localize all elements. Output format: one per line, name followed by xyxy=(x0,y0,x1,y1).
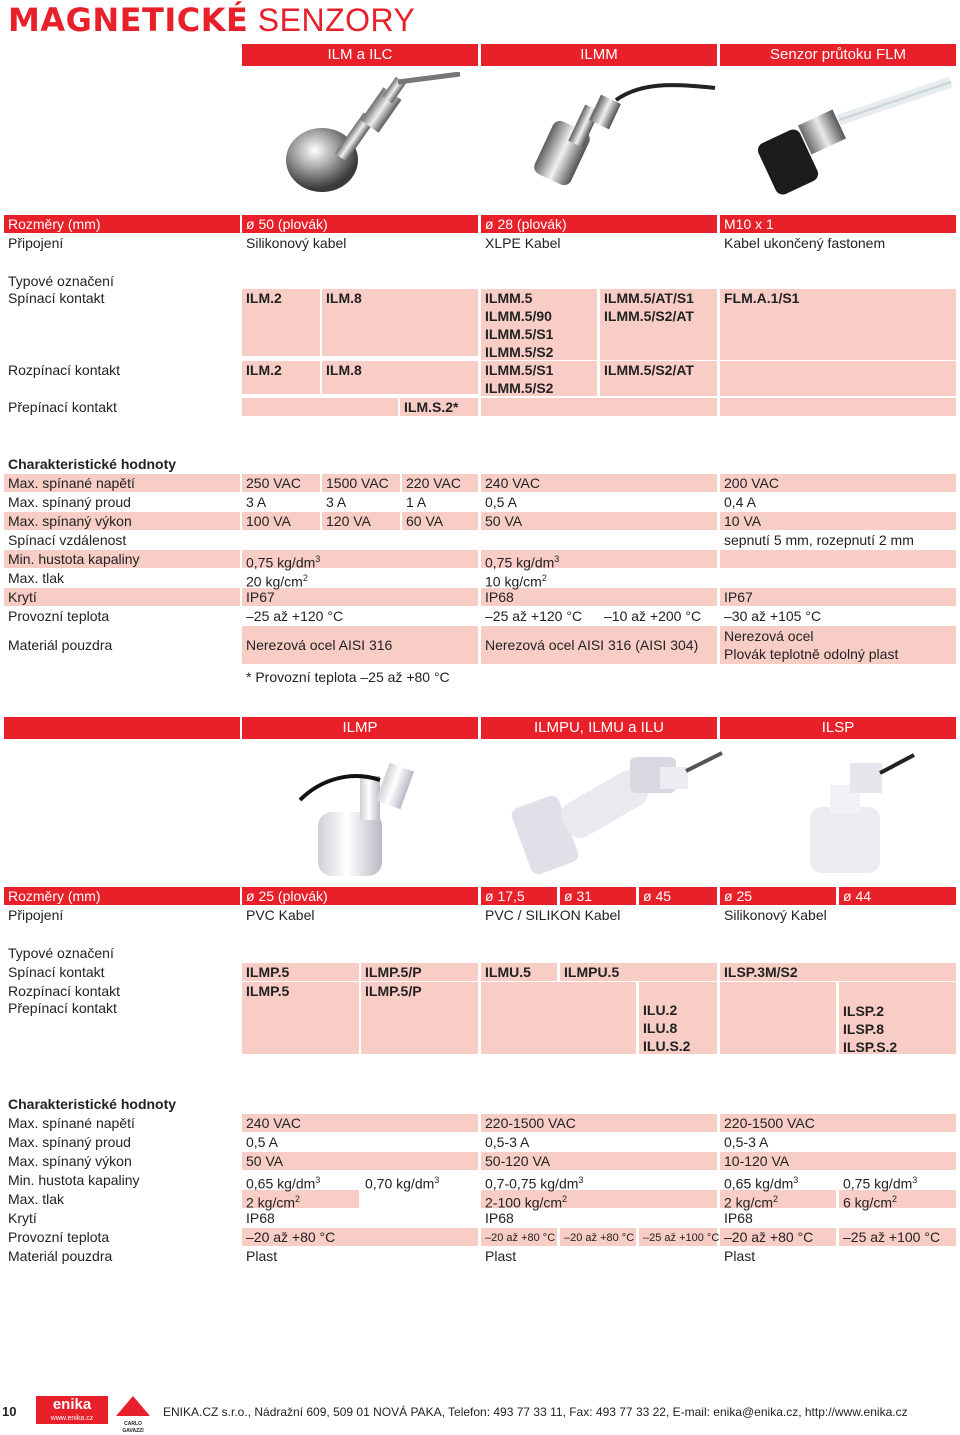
header-ilmpu: ILMPU, ILMU a ILU xyxy=(481,717,717,739)
material-value: Nerezová ocel AISI 316 (AISI 304) xyxy=(485,637,699,653)
carlo-gavazzi-logo xyxy=(116,1396,150,1434)
material-value: Nerezová ocel AISI 316 xyxy=(246,637,393,653)
dims-value: ø 25 (plovák) xyxy=(246,888,328,904)
teplota-value: –30 až +105 °C xyxy=(724,608,822,624)
footnote: * Provozní teplota –25 až +80 °C xyxy=(246,669,450,685)
dims-value: ø 44 xyxy=(843,888,872,904)
teplota-value: –20 až +80 °C xyxy=(246,1229,336,1245)
dims-label: Rozměry (mm) xyxy=(8,216,101,232)
spinaci-label: Spínací kontakt xyxy=(8,290,105,306)
type-code: FLM.A.1/S1 xyxy=(724,290,800,306)
char-value: 0,4 A xyxy=(724,494,756,510)
type-code: ILMM.5/AT/S1 ILMM.5/S2/AT xyxy=(604,290,694,324)
unit-exp: 2 xyxy=(302,573,308,583)
hustota-label: Min. hustota kapaliny xyxy=(8,1172,140,1188)
hustota-text: 0,75 kg/dm xyxy=(246,554,316,571)
teplota-value: –25 až +120 °C xyxy=(246,608,344,624)
napeti-value: 220-1500 VAC xyxy=(724,1115,815,1131)
hustota-value xyxy=(365,1171,439,1193)
hustota-text: 0,65 kg/dm xyxy=(246,1175,316,1192)
rozpinaci-label: Rozpínací kontakt xyxy=(8,983,121,999)
header-ilmm: ILMM xyxy=(481,44,717,66)
vzdalenost-label: Spínací vzdálenost xyxy=(8,532,127,548)
rozpinaci-label: Rozpínací kontakt xyxy=(8,362,121,378)
tlak-label: Max. tlak xyxy=(8,570,65,586)
header-ilsp: ILSP xyxy=(720,717,956,739)
ilmp-sensor-image xyxy=(290,740,450,880)
carlo-gavazzi-text: CARLO GAVAZZI xyxy=(122,1421,144,1434)
tlak-text: 6 kg/cm xyxy=(843,1194,893,1211)
hustota-text: 0,7-0,75 kg/dm xyxy=(485,1175,579,1192)
footer-text: ENIKA.CZ s.r.o., Nádražní 609, 509 01 NOVÁ PAKA, Telefon: 493 77 33 11, Fax: 493 77 33 22, E-mail: enika@enika.cz, http://www.enika.cz xyxy=(163,1405,908,1419)
dims-value: ø 45 xyxy=(643,888,672,904)
char-label: Max. spínaný proud xyxy=(8,494,131,510)
conn-value: Kabel ukončený fastonem xyxy=(724,235,886,251)
tlak-text: 2 kg/cm xyxy=(246,1194,296,1211)
char-label: Max. spínané napětí xyxy=(8,475,135,491)
material-value: Nerezová ocel xyxy=(724,628,814,644)
material-value: Plast xyxy=(485,1248,517,1264)
type-code: ILU.2 ILU.8 ILU.S.2 xyxy=(643,1002,691,1054)
material-value: Plovák teplotně odolný plast xyxy=(724,646,899,662)
teplota-value: –25 až +100 °C xyxy=(643,1232,720,1244)
dims-value: ø 31 xyxy=(564,888,593,904)
kryti-value: IP68 xyxy=(485,1210,514,1226)
enika-logo-text: enika xyxy=(52,1396,92,1413)
unit-exp: 3 xyxy=(793,1175,799,1185)
char-value: 0,5 A xyxy=(485,494,517,510)
ilm-sensor-image xyxy=(270,72,470,212)
unit-exp: 3 xyxy=(578,1175,584,1185)
enika-logo-url: www.enika.cz xyxy=(50,1415,94,1422)
type-heading: Typové označení xyxy=(8,273,114,289)
material-value: Plast xyxy=(246,1248,278,1264)
ilmpu-sensor-image xyxy=(510,745,730,880)
type-code: ILSP.3M/S2 xyxy=(724,964,798,980)
unit-exp: 2 xyxy=(562,1194,568,1204)
kryti-value: IP67 xyxy=(724,589,753,605)
proud-value: 0,5-3 A xyxy=(485,1134,530,1150)
char-value: 50 VA xyxy=(485,513,523,529)
type-cell-bg xyxy=(720,398,956,416)
conn-label: Připojení xyxy=(8,235,64,251)
teplota-label: Provozní teplota xyxy=(8,608,110,624)
char-value: 240 VAC xyxy=(485,475,540,491)
unit-exp: 3 xyxy=(554,554,560,564)
proud-value: 0,5 A xyxy=(246,1134,278,1150)
char-value: 10 VA xyxy=(724,513,762,529)
spinaci-label: Spínací kontakt xyxy=(8,964,105,980)
row-bg xyxy=(242,588,478,606)
teplota-value: –20 až +80 °C xyxy=(485,1232,556,1244)
header-ilmp: ILMP xyxy=(242,717,478,739)
material-label: Materiál pouzdra xyxy=(8,1248,113,1264)
row-bg xyxy=(4,588,240,606)
char-value: 120 VA xyxy=(326,513,371,529)
type-code: ILMU.5 xyxy=(485,964,531,980)
type-cell-bg xyxy=(242,398,398,416)
type-code: ILM.2 xyxy=(246,362,282,378)
conn-label: Připojení xyxy=(8,907,64,923)
unit-exp: 2 xyxy=(773,1194,779,1204)
type-heading: Typové označení xyxy=(8,945,114,961)
unit-exp: 2 xyxy=(295,1194,301,1204)
char-value: 1500 VAC xyxy=(326,475,389,491)
conn-value: XLPE Kabel xyxy=(485,235,561,251)
kryti-label: Krytí xyxy=(8,589,37,605)
hustota-text: 0,75 kg/dm xyxy=(843,1175,913,1192)
char-value: 250 VAC xyxy=(246,475,301,491)
prepinaci-label: Přepínací kontakt xyxy=(8,1000,117,1016)
type-code: ILM.2 xyxy=(246,290,282,306)
type-code: ILSP.2 ILSP.8 ILSP.S.2 xyxy=(843,1003,898,1055)
hustota-text: 0,65 kg/dm xyxy=(724,1175,794,1192)
header-blank xyxy=(4,717,240,739)
type-cell-bg xyxy=(481,982,636,1054)
kryti-value: IP68 xyxy=(485,589,514,605)
vykon-value: 10-120 VA xyxy=(724,1153,790,1169)
teplota-value: –20 až +80 °C xyxy=(564,1232,635,1244)
teplota-value: –25 až +120 °C xyxy=(485,608,583,624)
type-cell-bg xyxy=(720,361,956,396)
vzdalenost-value: sepnutí 5 mm, rozepnutí 2 mm xyxy=(724,532,914,548)
char-value: 3 A xyxy=(246,494,267,510)
char-label: Max. spínaný výkon xyxy=(8,513,132,529)
unit-exp: 2 xyxy=(541,573,547,583)
type-code: ILMP.5 xyxy=(246,964,290,980)
teplota-value: –10 až +200 °C xyxy=(604,608,702,624)
row-bg xyxy=(481,588,717,606)
conn-value: PVC Kabel xyxy=(246,907,315,923)
conn-value: PVC / SILIKON Kabel xyxy=(485,907,621,923)
unit-exp: 3 xyxy=(434,1175,440,1185)
proud-label: Max. spínaný proud xyxy=(8,1134,131,1150)
char-value: 200 VAC xyxy=(724,475,779,491)
material-value: Plast xyxy=(724,1248,756,1264)
type-code: ILMP.5/P xyxy=(365,983,422,999)
kryti-value: IP67 xyxy=(246,589,275,605)
napeti-label: Max. spínané napětí xyxy=(8,1115,135,1131)
teplota-label: Provozní teplota xyxy=(8,1229,110,1245)
char-value: 220 VAC xyxy=(406,475,461,491)
type-code: ILMM.5/S1 ILMM.5/S2 xyxy=(485,362,554,396)
row-bg xyxy=(720,588,956,606)
unit-exp: 2 xyxy=(892,1194,898,1204)
type-code: ILMPU.5 xyxy=(564,964,620,980)
type-code: ILM.8 xyxy=(326,362,362,378)
dims-value: ø 28 (plovák) xyxy=(485,216,567,232)
kryti-label: Krytí xyxy=(8,1210,37,1226)
hustota-text: 0,70 kg/dm xyxy=(365,1175,435,1192)
kryti-value: IP68 xyxy=(246,1210,275,1226)
tlak-text: 10 kg/cm xyxy=(485,573,542,590)
proud-value: 0,5-3 A xyxy=(724,1134,769,1150)
kryti-value: IP68 xyxy=(724,1210,753,1226)
flm-sensor-image xyxy=(755,72,955,202)
vykon-value: 50-120 VA xyxy=(485,1153,551,1169)
char-heading: Charakteristické hodnoty xyxy=(8,456,177,472)
tlak-text: 2 kg/cm xyxy=(724,1194,774,1211)
char-value: 3 A xyxy=(326,494,347,510)
tlak-text: 20 kg/cm xyxy=(246,573,303,590)
dims-value: ø 25 xyxy=(724,888,753,904)
ilmm-sensor-image xyxy=(530,78,720,198)
unit-exp: 3 xyxy=(912,1175,918,1185)
tlak-text: 2-100 kg/cm xyxy=(485,1194,563,1211)
unit-exp: 3 xyxy=(315,554,321,564)
tlak-label: Max. tlak xyxy=(8,1191,65,1207)
char-value: 100 VA xyxy=(246,513,291,529)
type-code: ILM.S.2* xyxy=(404,399,459,415)
char-heading: Charakteristické hodnoty xyxy=(8,1096,177,1112)
dims-value: ø 50 (plovák) xyxy=(246,216,328,232)
material-label: Materiál pouzdra xyxy=(8,637,113,653)
dims-value: ø 17,5 xyxy=(485,888,525,904)
vykon-label: Max. spínaný výkon xyxy=(8,1153,132,1169)
hustota-label: Min. hustota kapaliny xyxy=(8,551,140,567)
ilsp-sensor-image xyxy=(790,745,920,885)
teplota-value: –25 až +100 °C xyxy=(843,1229,941,1245)
type-code: ILMP.5/P xyxy=(365,964,422,980)
vykon-value: 50 VA xyxy=(246,1153,284,1169)
napeti-value: 220-1500 VAC xyxy=(485,1115,576,1131)
page-number: 10 xyxy=(2,1404,17,1419)
prepinaci-label: Přepínací kontakt xyxy=(8,399,117,415)
char-value: 60 VA xyxy=(406,513,444,529)
header-flm: Senzor průtoku FLM xyxy=(720,44,956,66)
enika-logo xyxy=(36,1396,108,1424)
carlo-gavazzi-mark xyxy=(116,1396,150,1416)
type-cell-bg xyxy=(481,398,717,416)
unit-exp: 3 xyxy=(315,1175,321,1185)
row-bg xyxy=(720,550,956,568)
conn-value: Silikonový Kabel xyxy=(724,907,827,923)
type-cell-bg xyxy=(720,982,836,1054)
type-code: ILMM.5/S2/AT xyxy=(604,362,694,378)
napeti-value: 240 VAC xyxy=(246,1115,301,1131)
char-value: 1 A xyxy=(406,494,427,510)
hustota-text: 0,75 kg/dm xyxy=(485,554,555,571)
dims-value: M10 x 1 xyxy=(724,216,774,232)
type-code: ILMM.5 ILMM.5/90 ILMM.5/S1 ILMM.5/S2 xyxy=(485,290,554,360)
header-ilm-ilc: ILM a ILC xyxy=(242,44,478,66)
type-code: ILMP.5 xyxy=(246,983,290,999)
teplota-value: –20 až +80 °C xyxy=(724,1229,814,1245)
conn-value: Silikonový kabel xyxy=(246,235,347,251)
type-code: ILM.8 xyxy=(326,290,362,306)
page-title: MAGNETICKÉ SENZORY xyxy=(8,1,416,39)
dims-label: Rozměry (mm) xyxy=(8,888,101,904)
tlak-value xyxy=(843,1190,897,1212)
